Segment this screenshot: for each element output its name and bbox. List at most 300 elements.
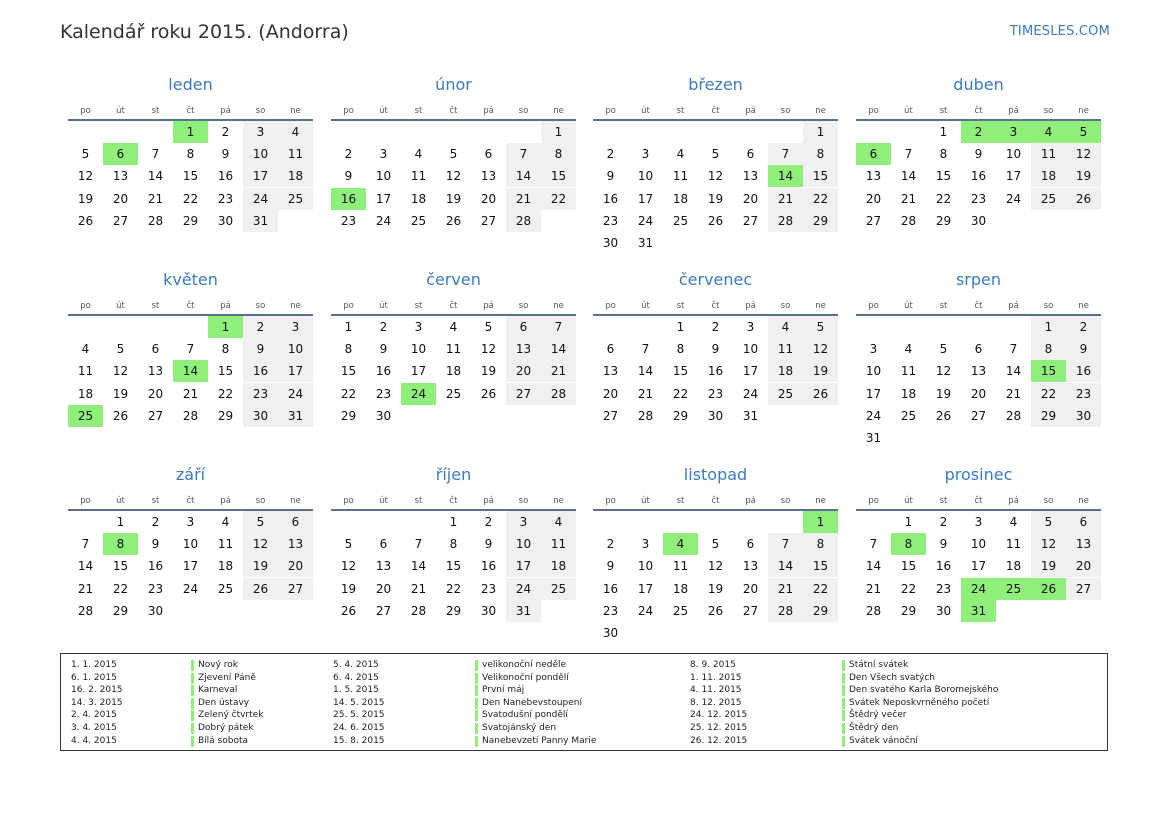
day-cell: 14: [768, 165, 803, 187]
day-cell: 5: [81, 147, 90, 162]
weekday-header: čt: [186, 496, 195, 506]
day-cell: 30: [480, 603, 497, 618]
day-cell: 11: [672, 169, 689, 184]
day-cell: 19: [243, 555, 278, 577]
day-cell: 12: [112, 364, 129, 379]
day-cell: 9: [243, 338, 278, 360]
day-cell: 27: [506, 383, 541, 405]
day-cell: 5: [711, 537, 720, 552]
day-cell: 2: [151, 515, 160, 529]
weekday-header: čt: [974, 106, 983, 116]
day-cell: 17: [243, 165, 278, 187]
day-cell: 27: [480, 213, 497, 228]
day-cell: 3: [506, 511, 541, 533]
holiday-date: 25. 5. 2015: [333, 710, 385, 721]
day-cell: 27: [375, 603, 392, 618]
day-cell: 17: [410, 364, 427, 379]
day-cell: 11: [900, 364, 917, 379]
day-cell: 22: [803, 578, 838, 600]
day-cell: 5: [1066, 121, 1101, 143]
day-cell: 17: [506, 555, 541, 577]
day-cell: 10: [506, 533, 541, 555]
day-cell: 30: [375, 408, 392, 423]
day-cell: 16: [331, 188, 366, 210]
day-cell: 21: [541, 360, 576, 382]
day-cell: 17: [1005, 169, 1022, 184]
day-cell: 7: [1009, 342, 1018, 357]
weekday-header: pá: [220, 496, 231, 506]
weekday-header: pá: [220, 301, 231, 311]
weekday-header: čt: [449, 106, 458, 116]
holiday-date: 3. 4. 2015: [71, 722, 117, 733]
day-cell: 25: [445, 386, 462, 401]
day-cell: 31: [243, 210, 278, 232]
day-cell: 1: [173, 121, 208, 143]
day-cell: 28: [768, 600, 803, 622]
day-cell: 24: [1005, 191, 1022, 206]
holiday-name: Štědrý den: [849, 722, 899, 733]
day-cell: 25: [672, 603, 689, 618]
day-cell: 22: [935, 191, 952, 206]
day-cell: 18: [1005, 559, 1022, 574]
day-cell: 23: [1066, 383, 1101, 405]
weekday-header: pá: [483, 301, 494, 311]
day-cell: 23: [480, 581, 497, 596]
holiday-marker: [191, 660, 194, 671]
holiday-date: 14. 5. 2015: [333, 697, 385, 708]
day-cell: 2: [606, 537, 615, 552]
day-cell: 28: [768, 210, 803, 232]
day-cell: 23: [147, 581, 164, 596]
day-cell: 1: [1031, 316, 1066, 338]
day-cell: 24: [637, 213, 654, 228]
weekday-header: st: [151, 106, 160, 116]
day-cell: 7: [904, 147, 913, 162]
weekday-header: ne: [1078, 106, 1089, 116]
day-cell: 21: [900, 191, 917, 206]
holiday-name: Den Nanebevstoupení: [482, 697, 582, 708]
day-cell: 25: [900, 408, 917, 423]
day-cell: 31: [961, 600, 996, 622]
weekday-header: po: [80, 106, 91, 116]
day-cell: 12: [935, 364, 952, 379]
day-cell: 30: [1066, 405, 1101, 427]
weekday-header: pá: [1008, 496, 1019, 506]
day-cell: 15: [340, 364, 357, 379]
day-cell: 27: [970, 408, 987, 423]
month-name: březen: [688, 75, 743, 94]
day-cell: 19: [935, 386, 952, 401]
holiday-marker: [475, 698, 478, 709]
day-cell: 6: [746, 147, 755, 162]
day-cell: 27: [602, 408, 619, 423]
day-cell: 10: [278, 338, 313, 360]
day-cell: 11: [278, 143, 313, 165]
day-cell: 28: [865, 603, 882, 618]
holiday-name: Karneval: [198, 685, 238, 696]
holiday-marker: [842, 723, 845, 734]
weekday-header: po: [605, 301, 616, 311]
weekday-header: po: [868, 301, 879, 311]
weekday-header: út: [904, 106, 913, 116]
day-cell: 15: [672, 364, 689, 379]
weekday-header: so: [255, 496, 266, 506]
day-cell: 9: [1066, 338, 1101, 360]
day-cell: 14: [410, 559, 427, 574]
day-cell: 19: [803, 360, 838, 382]
day-cell: 31: [742, 408, 759, 423]
day-cell: 7: [151, 147, 160, 162]
day-cell: 23: [375, 386, 392, 401]
day-cell: 20: [506, 360, 541, 382]
weekday-header: čt: [186, 301, 195, 311]
day-cell: 10: [970, 537, 987, 552]
day-cell: 21: [637, 386, 654, 401]
holiday-name: Svátek Neposkvrněného početí: [849, 697, 990, 708]
day-cell: 18: [672, 191, 689, 206]
holiday-marker: [191, 710, 194, 721]
day-cell: 3: [186, 515, 195, 529]
month-name: listopad: [683, 465, 748, 484]
day-cell: 5: [449, 147, 458, 162]
day-cell: 7: [186, 342, 195, 357]
weekday-header: ne: [553, 496, 564, 506]
day-cell: 25: [410, 213, 427, 228]
day-cell: 25: [278, 188, 313, 210]
day-cell: 5: [939, 342, 948, 357]
day-cell: 19: [340, 581, 357, 596]
day-cell: 17: [637, 191, 654, 206]
day-cell: 7: [641, 342, 650, 357]
day-cell: 21: [182, 386, 199, 401]
day-cell: 29: [803, 210, 838, 232]
day-cell: 8: [803, 143, 838, 165]
holiday-date: 6. 4. 2015: [333, 672, 379, 683]
weekday-header: čt: [974, 301, 983, 311]
day-cell: 31: [278, 405, 313, 427]
weekday-header: pá: [745, 496, 756, 506]
holiday-date: 4. 11. 2015: [690, 685, 742, 696]
day-cell: 29: [803, 600, 838, 622]
day-cell: 22: [803, 188, 838, 210]
weekday-header: pá: [483, 106, 494, 116]
day-cell: 15: [445, 559, 462, 574]
header-rule: [331, 119, 576, 121]
day-cell: 14: [506, 165, 541, 187]
day-cell: 5: [243, 511, 278, 533]
day-cell: 8: [803, 533, 838, 555]
day-cell: 9: [606, 169, 615, 184]
day-cell: 25: [68, 405, 103, 427]
weekday-header: út: [904, 496, 913, 506]
day-cell: 15: [1031, 360, 1066, 382]
day-cell: 2: [243, 316, 278, 338]
day-cell: 6: [974, 342, 983, 357]
day-cell: 9: [939, 537, 948, 552]
day-cell: 2: [711, 320, 720, 334]
weekday-header: čt: [711, 301, 720, 311]
day-cell: 27: [1066, 578, 1101, 600]
day-cell: 11: [217, 537, 234, 552]
day-cell: 29: [182, 213, 199, 228]
day-cell: 16: [147, 559, 164, 574]
holiday-marker: [842, 736, 845, 747]
day-cell: 4: [768, 316, 803, 338]
weekday-header: po: [80, 301, 91, 311]
day-cell: 9: [379, 342, 388, 357]
day-cell: 26: [445, 213, 462, 228]
day-cell: 6: [103, 143, 138, 165]
day-cell: 8: [186, 147, 195, 162]
holiday-date: 2. 4. 2015: [71, 710, 117, 721]
day-cell: 28: [1005, 408, 1022, 423]
day-cell: 20: [865, 191, 882, 206]
day-cell: 18: [1031, 165, 1066, 187]
day-cell: 20: [1066, 555, 1101, 577]
holiday-date: 26. 12. 2015: [690, 735, 748, 746]
weekday-header: so: [780, 301, 791, 311]
day-cell: 24: [506, 578, 541, 600]
holiday-marker: [191, 723, 194, 734]
weekday-header: so: [518, 496, 529, 506]
day-cell: 26: [480, 386, 497, 401]
day-cell: 4: [278, 121, 313, 143]
day-cell: 12: [1031, 533, 1066, 555]
day-cell: 22: [112, 581, 129, 596]
holiday-marker: [842, 685, 845, 696]
day-cell: 24: [243, 188, 278, 210]
weekday-header: čt: [449, 496, 458, 506]
day-cell: 13: [112, 169, 129, 184]
brand-link[interactable]: TIMESLES.COM: [1009, 24, 1110, 39]
holiday-date: 5. 4. 2015: [333, 660, 379, 670]
weekday-header: pá: [483, 496, 494, 506]
day-cell: 22: [340, 386, 357, 401]
weekday-header: so: [1043, 301, 1054, 311]
day-cell: 24: [182, 581, 199, 596]
weekday-header: po: [80, 496, 91, 506]
day-cell: 1: [116, 515, 125, 529]
day-cell: 19: [1066, 165, 1101, 187]
header-rule: [593, 509, 838, 511]
holiday-marker: [475, 710, 478, 721]
day-cell: 17: [865, 386, 882, 401]
weekday-header: so: [518, 106, 529, 116]
day-cell: 16: [375, 364, 392, 379]
weekday-header: so: [780, 496, 791, 506]
day-cell: 13: [375, 559, 392, 574]
month-name: srpen: [955, 270, 1002, 289]
day-cell: 21: [865, 581, 882, 596]
day-cell: 1: [344, 320, 353, 334]
weekday-header: pá: [1008, 301, 1019, 311]
weekday-header: st: [939, 106, 948, 116]
day-cell: 30: [602, 626, 619, 640]
day-cell: 28: [541, 383, 576, 405]
day-cell: 9: [484, 537, 493, 552]
holiday-date: 1. 11. 2015: [690, 672, 742, 683]
day-cell: 12: [707, 559, 724, 574]
day-cell: 17: [970, 559, 987, 574]
day-cell: 26: [707, 603, 724, 618]
day-cell: 29: [340, 408, 357, 423]
day-cell: 12: [707, 169, 724, 184]
weekday-header: st: [939, 301, 948, 311]
day-cell: 17: [278, 360, 313, 382]
day-cell: 20: [742, 191, 759, 206]
weekday-header: st: [151, 301, 160, 311]
day-cell: 24: [865, 408, 882, 423]
holiday-marker: [842, 698, 845, 709]
day-cell: 25: [541, 578, 576, 600]
day-cell: 5: [116, 342, 125, 357]
day-cell: 30: [243, 405, 278, 427]
day-cell: 20: [278, 555, 313, 577]
day-cell: 14: [768, 555, 803, 577]
day-cell: 6: [506, 316, 541, 338]
day-cell: 21: [77, 581, 94, 596]
day-cell: 11: [541, 533, 576, 555]
month-name: září: [175, 465, 206, 484]
day-cell: 16: [602, 581, 619, 596]
day-cell: 21: [410, 581, 427, 596]
day-cell: 16: [480, 559, 497, 574]
day-cell: 10: [243, 143, 278, 165]
weekday-header: st: [676, 496, 685, 506]
day-cell: 8: [103, 533, 138, 555]
day-cell: 10: [410, 342, 427, 357]
day-cell: 29: [112, 603, 129, 618]
day-cell: 20: [375, 581, 392, 596]
holiday-marker: [842, 660, 845, 671]
day-cell: 13: [970, 364, 987, 379]
day-cell: 9: [221, 147, 230, 162]
day-cell: 31: [865, 431, 882, 445]
weekday-header: út: [641, 301, 650, 311]
day-cell: 15: [217, 364, 234, 379]
day-cell: 10: [1005, 147, 1022, 162]
day-cell: 6: [606, 342, 615, 357]
day-cell: 4: [676, 147, 685, 162]
holiday-name: Den Všech svatých: [849, 672, 935, 683]
day-cell: 14: [900, 169, 917, 184]
day-cell: 26: [935, 408, 952, 423]
holiday-name: velikonoční neděle: [482, 660, 567, 670]
day-cell: 27: [742, 213, 759, 228]
weekday-header: pá: [745, 301, 756, 311]
day-cell: 24: [637, 603, 654, 618]
day-cell: 28: [506, 210, 541, 232]
holiday-marker: [191, 673, 194, 684]
holiday-name: Zelený čtvrtek: [198, 710, 264, 721]
day-cell: 2: [606, 147, 615, 162]
day-cell: 18: [77, 386, 94, 401]
day-cell: 5: [484, 320, 493, 334]
day-cell: 20: [480, 191, 497, 206]
day-cell: 28: [77, 603, 94, 618]
day-cell: 25: [217, 581, 234, 596]
day-cell: 7: [506, 143, 541, 165]
holiday-name: Zjevení Páně: [198, 672, 256, 683]
day-cell: 24: [278, 383, 313, 405]
holiday-marker: [475, 736, 478, 747]
weekday-header: so: [255, 106, 266, 116]
month-name: duben: [953, 75, 1004, 94]
day-cell: 12: [77, 169, 94, 184]
day-cell: 28: [147, 213, 164, 228]
holiday-name: Den svatého Karla Boromejského: [849, 685, 999, 696]
day-cell: 5: [1031, 511, 1066, 533]
day-cell: 18: [900, 386, 917, 401]
holiday-name: Svátek vánoční: [849, 735, 918, 746]
day-cell: 27: [278, 578, 313, 600]
day-cell: 11: [1005, 537, 1022, 552]
day-cell: 1: [676, 320, 685, 334]
day-cell: 8: [344, 342, 353, 357]
month-name: leden: [168, 75, 213, 94]
day-cell: 26: [1031, 578, 1066, 600]
day-cell: 7: [768, 533, 803, 555]
holiday-marker: [191, 698, 194, 709]
day-cell: 6: [856, 143, 891, 165]
day-cell: 21: [768, 188, 803, 210]
day-cell: 21: [1005, 386, 1022, 401]
day-cell: 25: [672, 213, 689, 228]
day-cell: 9: [974, 147, 983, 162]
day-cell: 7: [81, 537, 90, 552]
day-cell: 19: [707, 191, 724, 206]
day-cell: 4: [1009, 515, 1018, 529]
day-cell: 27: [112, 213, 129, 228]
day-cell: 15: [900, 559, 917, 574]
day-cell: 12: [445, 169, 462, 184]
day-cell: 3: [746, 320, 755, 334]
day-cell: 10: [742, 342, 759, 357]
day-cell: 4: [541, 511, 576, 533]
day-cell: 11: [77, 364, 94, 379]
weekday-header: st: [676, 301, 685, 311]
day-cell: 23: [707, 386, 724, 401]
holiday-date: 1. 5. 2015: [333, 685, 379, 696]
day-cell: 22: [672, 386, 689, 401]
day-cell: 12: [803, 338, 838, 360]
day-cell: 8: [449, 537, 458, 552]
day-cell: 21: [506, 188, 541, 210]
weekday-header: út: [379, 496, 388, 506]
holiday-name: Štědrý večer: [849, 710, 907, 721]
day-cell: 30: [147, 603, 164, 618]
day-cell: 22: [900, 581, 917, 596]
day-cell: 3: [974, 515, 983, 529]
holiday-legend: [60, 653, 1108, 751]
day-cell: 15: [935, 169, 952, 184]
holiday-name: Státní svátek: [849, 660, 909, 670]
day-cell: 10: [182, 537, 199, 552]
holiday-date: 25. 12. 2015: [690, 722, 748, 733]
weekday-header: pá: [1008, 106, 1019, 116]
day-cell: 11: [1031, 143, 1066, 165]
day-cell: 10: [637, 169, 654, 184]
holiday-marker: [475, 660, 478, 671]
day-cell: 28: [410, 603, 427, 618]
day-cell: 5: [803, 316, 838, 338]
day-cell: 10: [375, 169, 392, 184]
day-cell: 26: [340, 603, 357, 618]
weekday-header: st: [414, 106, 423, 116]
day-cell: 12: [480, 342, 497, 357]
day-cell: 2: [961, 121, 996, 143]
day-cell: 10: [637, 559, 654, 574]
